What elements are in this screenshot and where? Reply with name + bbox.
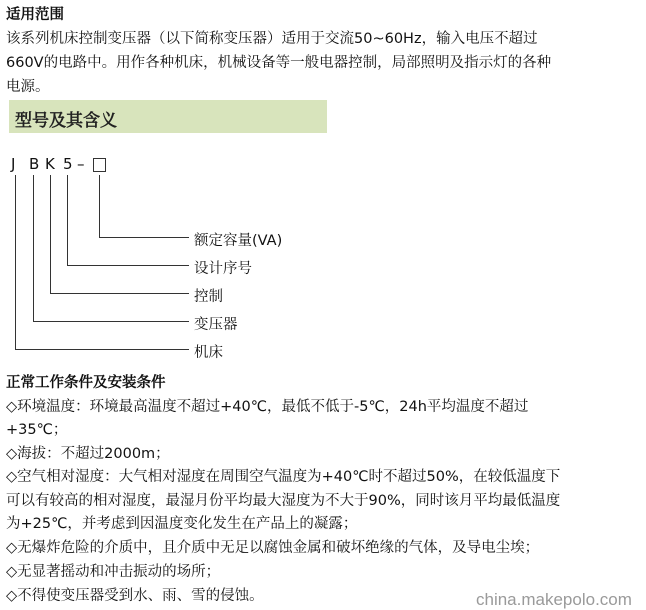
meaning-design-number: 设计序号	[194, 261, 252, 277]
model-heading-bar	[9, 100, 327, 133]
condition-line-2: +35℃；	[6, 422, 68, 438]
bracket-machine-v	[15, 175, 16, 349]
model-capacity-box	[93, 158, 106, 172]
scope-line-2: 660V的电路中。用作各种机床，机械设备等一般电器控制，局部照明及指示灯的各种	[6, 55, 552, 71]
bracket-control-v	[50, 175, 51, 293]
condition-line-8: ◇无显著摇动和冲击振动的场所；	[6, 564, 221, 580]
condition-line-7: ◇无爆炸危险的介质中，且介质中无足以腐蚀金属和破坏绝缘的气体，及导电尘埃；	[6, 540, 540, 556]
bracket-control-h	[50, 293, 189, 294]
model-dash: –	[77, 155, 85, 173]
conditions-title: 正常工作条件及安装条件	[6, 375, 166, 391]
condition-line-1: ◇环境温度：环境最高温度不超过+40℃，最低不低于-5℃，24h平均温度不超过	[6, 399, 529, 415]
bracket-capacity-h	[99, 237, 189, 238]
condition-line-3: ◇海拔：不超过2000m；	[6, 446, 170, 462]
bracket-design-v	[67, 175, 68, 265]
model-letter-j: J	[11, 155, 16, 173]
meaning-machine-tool: 机床	[194, 345, 223, 361]
model-letter-k: K	[45, 155, 55, 173]
bracket-machine-h	[15, 349, 189, 350]
bracket-capacity-v	[99, 175, 100, 237]
meaning-rated-capacity: 额定容量(VA)	[194, 233, 283, 249]
bracket-transformer-v	[33, 175, 34, 321]
model-digit-5: 5	[63, 155, 73, 173]
scope-line-1: 该系列机床控制变压器（以下简称变压器）适用于交流50~60Hz，输入电压不超过	[6, 31, 538, 47]
condition-line-5: 可以有较高的相对湿度，最湿月份平均最大湿度为不大于90%，同时该月平均最低温度	[6, 493, 561, 509]
scope-title: 适用范围	[6, 7, 64, 23]
model-heading: 型号及其含义	[15, 111, 117, 131]
condition-line-6: 为+25℃，并考虑到因温度变化发生在产品上的凝露；	[6, 516, 358, 532]
meaning-transformer: 变压器	[194, 317, 238, 333]
model-letter-b: B	[29, 155, 40, 173]
condition-line-4: ◇空气相对湿度：大气相对湿度在周围空气温度为+40℃时不超过50%，在较低温度下	[6, 469, 561, 485]
scope-line-3: 电源。	[6, 79, 50, 95]
meaning-control: 控制	[194, 289, 223, 305]
bracket-transformer-h	[33, 321, 189, 322]
watermark: china.makepolo.com	[476, 590, 632, 609]
condition-line-9: ◇不得使变压器受到水、雨、雪的侵蚀。	[6, 588, 264, 604]
bracket-design-h	[67, 265, 189, 266]
